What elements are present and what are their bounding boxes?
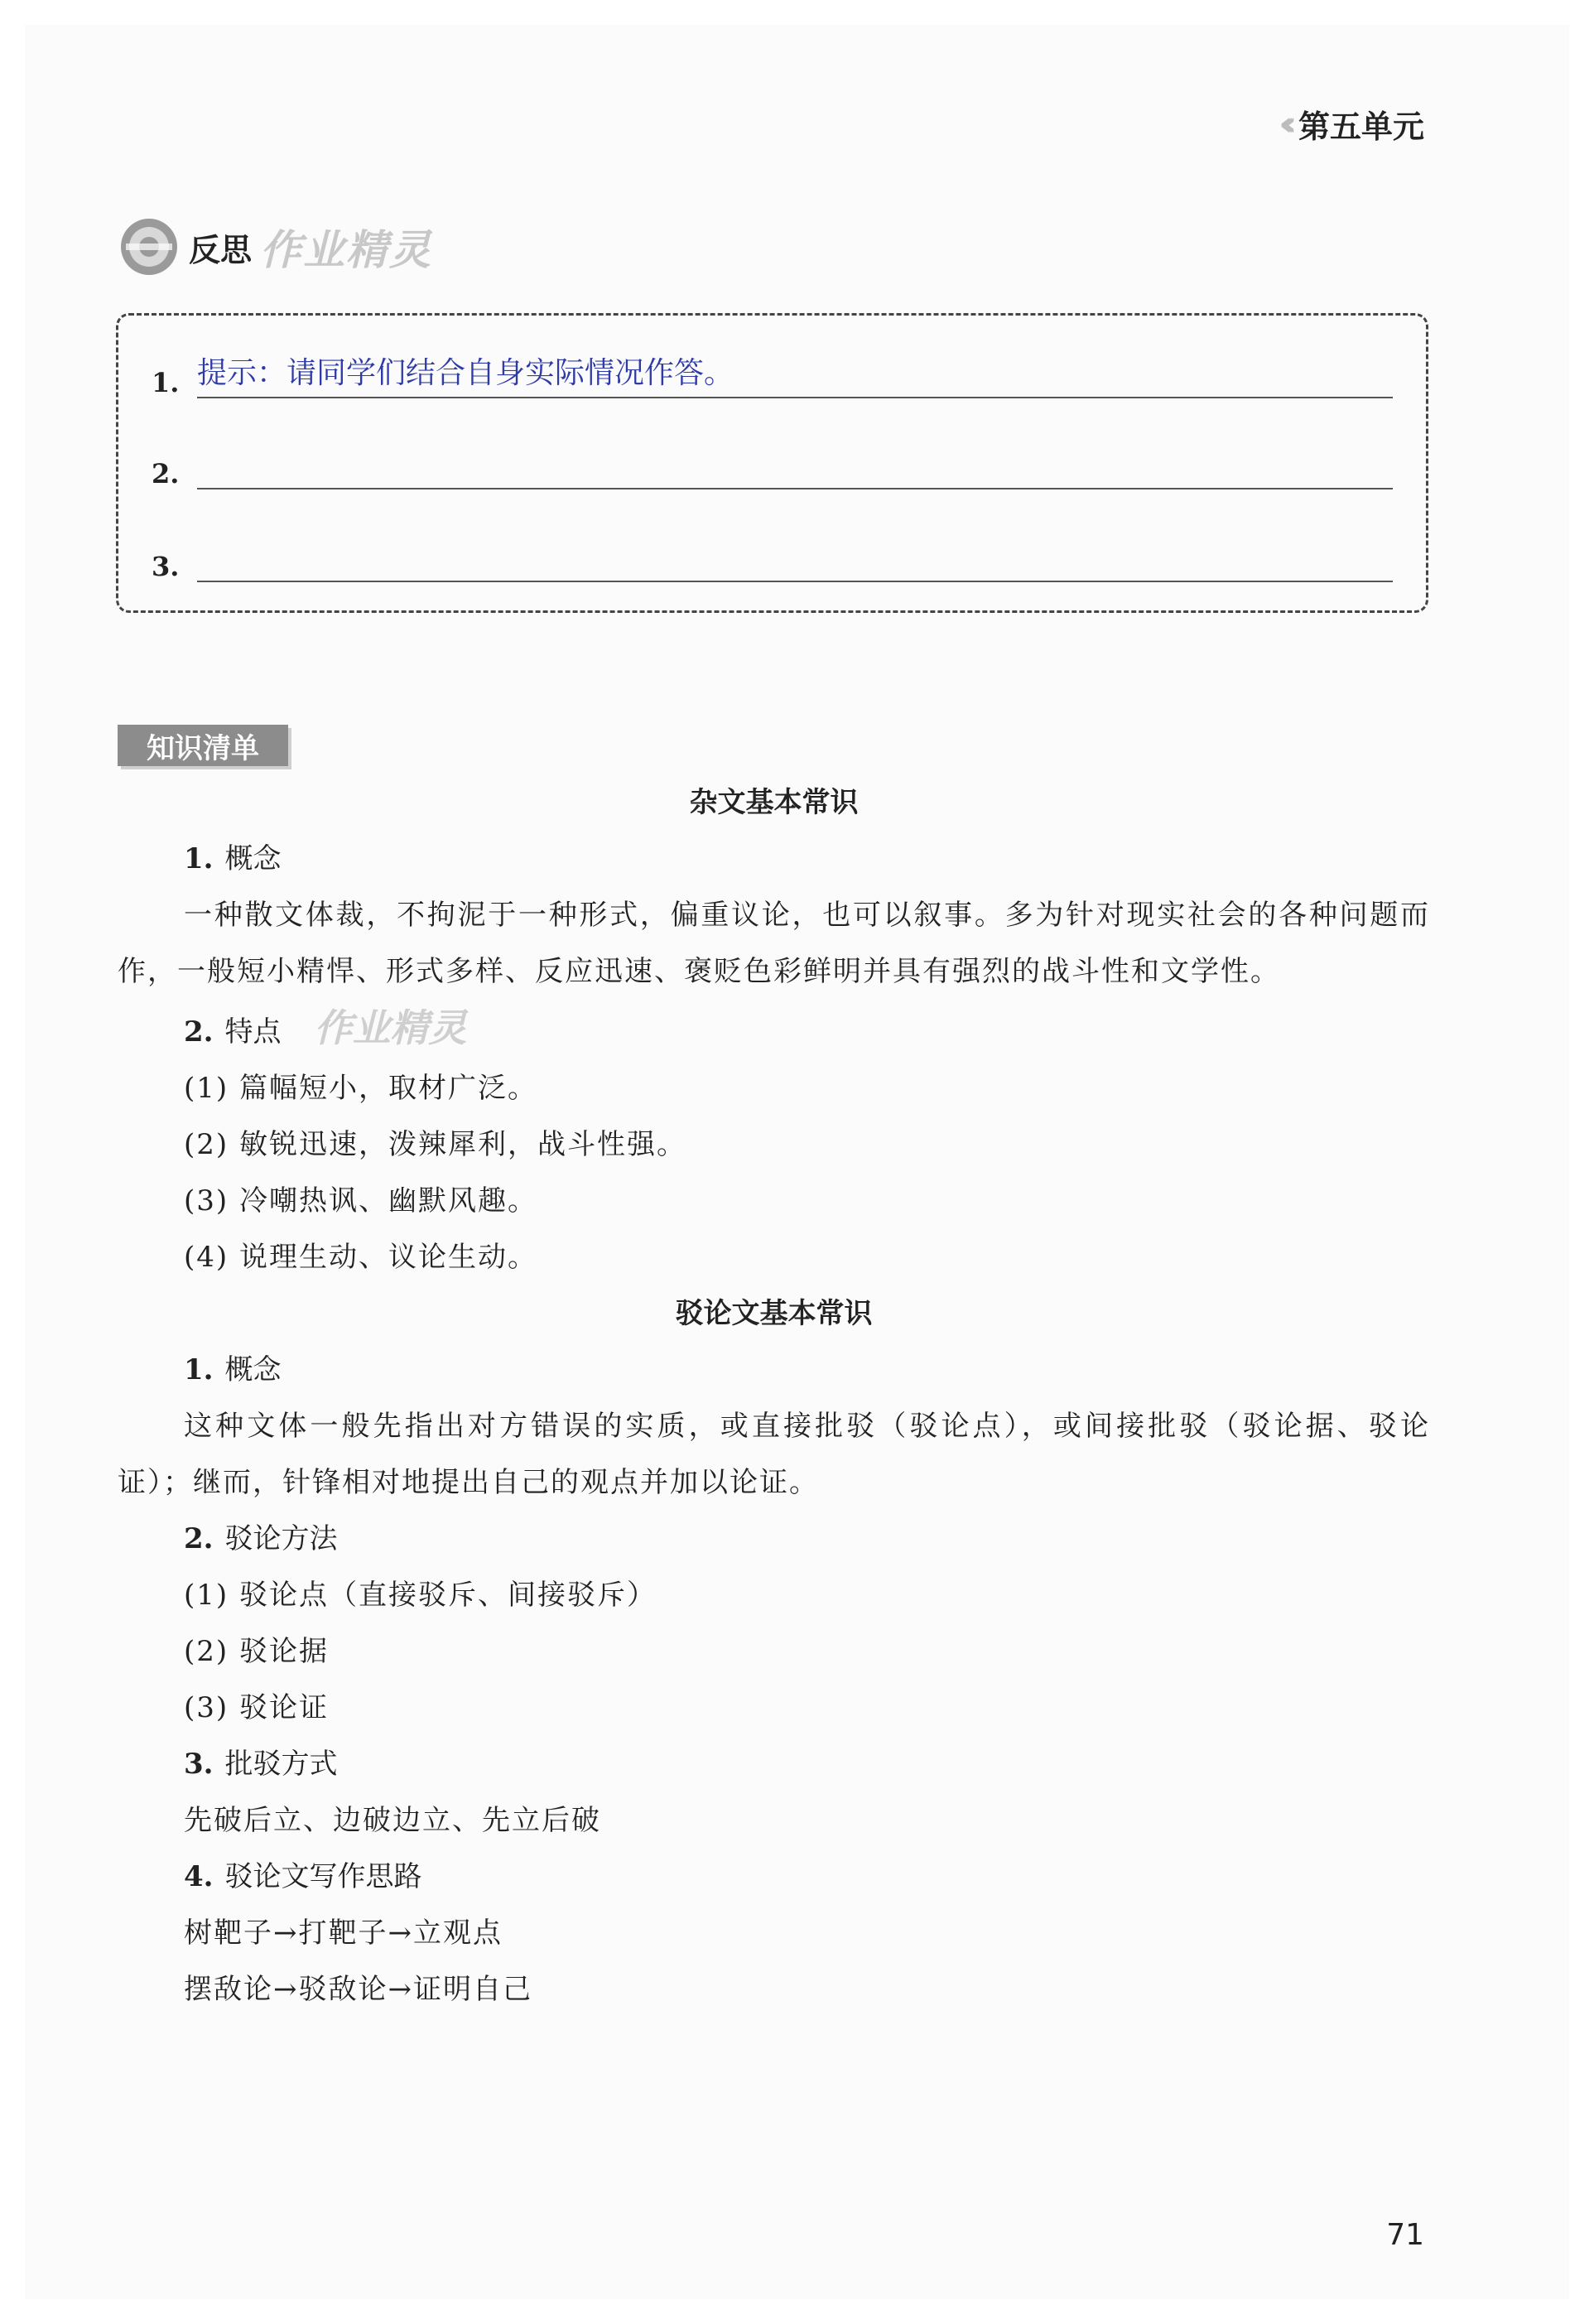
essay-features-heading xyxy=(118,1000,1430,1060)
heading-number: 3. xyxy=(184,1748,214,1781)
reflection-line-3[interactable] xyxy=(152,533,1393,582)
list-item: (4) 说理生动、议论生动。 xyxy=(184,1241,537,1274)
heading-label: 批驳方式 xyxy=(224,1748,338,1781)
list-item: (2) 敏锐迅速，泼辣犀利，战斗性强。 xyxy=(184,1128,686,1161)
line-number: 3. xyxy=(152,551,180,582)
reflection-box xyxy=(116,313,1428,613)
essay-title: 杂文基本常识 xyxy=(689,786,859,819)
reflection-section-title xyxy=(118,215,432,278)
page-number: 71 xyxy=(1386,2218,1424,2252)
list-item: (1) 篇幅短小，取材广泛。 xyxy=(184,1072,537,1105)
reflection-label: 反思 xyxy=(189,231,253,268)
heading-label: 驳论方法 xyxy=(224,1522,338,1555)
watermark: 作业精灵 xyxy=(314,1005,467,1050)
rebuttal-ideas-heading xyxy=(118,1849,1430,1905)
answer-rule xyxy=(197,355,1393,398)
list-item: 摆敌论→驳敌论→证明自己 xyxy=(184,1973,532,2006)
rebuttal-title: 驳论文基本常识 xyxy=(675,1297,873,1330)
answer-text: 提示：请同学们结合自身实际情况作答。 xyxy=(197,356,734,390)
heading-number: 2. xyxy=(184,1015,214,1049)
rebuttal-methods-heading xyxy=(118,1511,1430,1567)
list-item: 树靶子→打靶子→立观点 xyxy=(184,1917,503,1950)
essay-concept-text: 一种散文体裁，不拘泥于一种形式，偏重议论，也可以叙事。多为针对现实社会的各种问题而作，一般短小精悍、形式多样、反应迅速、褒贬色彩鲜明并具有强烈的战斗性和文学性。 xyxy=(118,899,1430,988)
unit-title: 第五单元 xyxy=(1298,108,1424,145)
answer-rule xyxy=(197,446,1393,489)
reflection-line-1[interactable] xyxy=(152,349,1393,398)
line-number: 1. xyxy=(152,367,180,398)
list-item: (3) 驳论证 xyxy=(184,1691,329,1724)
rebuttal-concept-heading xyxy=(118,1342,1430,1398)
knowledge-content xyxy=(118,774,1430,2018)
heading-number: 1. xyxy=(184,842,214,875)
watermark: 作业精灵 xyxy=(260,226,433,274)
list-item: (2) 驳论据 xyxy=(184,1635,329,1668)
heading-label: 概念 xyxy=(224,1353,282,1386)
heading-number: 4. xyxy=(184,1860,214,1893)
rebuttal-concept-text: 这种文体一般先指出对方错误的实质，或直接批驳（驳论点），或间接批驳（驳论据、驳论证）；继而，针锋相对地提出自己的观点并加以论证。 xyxy=(118,1410,1430,1499)
answer-rule xyxy=(197,539,1393,582)
chevron-left-icon: ‹‹‹ xyxy=(1279,104,1285,143)
heading-label: 概念 xyxy=(224,842,282,875)
knowledge-tag: 知识清单 xyxy=(118,725,288,766)
rebuttal-ways-text: 先破后立、边破边立、先立后破 xyxy=(184,1804,601,1837)
reflection-line-2[interactable] xyxy=(152,440,1393,489)
line-number: 2. xyxy=(152,458,180,489)
list-item: (1) 驳论点（直接驳斥、间接驳斥） xyxy=(184,1579,657,1612)
heading-label: 驳论文写作思路 xyxy=(224,1860,422,1893)
unit-header xyxy=(1279,101,1424,147)
heading-number: 2. xyxy=(184,1522,214,1555)
heading-label: 特点 xyxy=(224,1015,282,1049)
heading-number: 1. xyxy=(184,1353,214,1386)
list-item: (3) 冷嘲热讽、幽默风趣。 xyxy=(184,1184,537,1217)
reflection-icon xyxy=(118,215,181,278)
rebuttal-ways-heading xyxy=(118,1736,1430,1792)
essay-concept-heading xyxy=(118,831,1430,887)
